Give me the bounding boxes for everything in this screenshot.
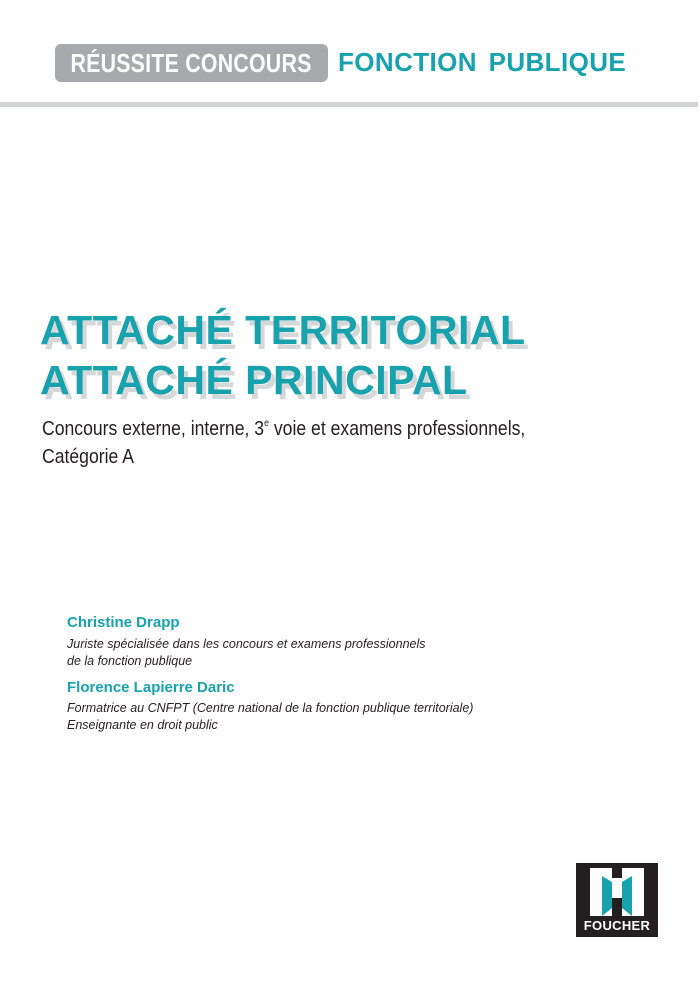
subtitle-line-1-start: Concours externe, interne, 3	[42, 418, 265, 440]
book-subtitle	[42, 410, 591, 471]
subtitle-line-1	[42, 410, 525, 443]
book-title-line-1: ATTACHÉ TERRITORIAL	[40, 307, 526, 353]
author-role: de la fonction publique	[67, 654, 193, 668]
series-badge	[55, 44, 328, 82]
series-label: FONCTION PUBLIQUE	[338, 47, 627, 77]
author-name: Florence Lapierre Daric	[67, 679, 235, 696]
subtitle-line-1-end: voie et examens professionnels,	[268, 418, 526, 440]
publisher-logo	[576, 863, 658, 937]
series-badge-text: RÉUSSITE CONCOURS	[70, 47, 313, 78]
author-role: Enseignante en droit public	[67, 718, 218, 732]
subtitle-superscript: e	[264, 418, 269, 429]
publisher-name: FOUCHER	[583, 918, 651, 933]
book-title-line-2: ATTACHÉ PRINCIPAL	[40, 357, 468, 403]
subtitle-line-2: Catégorie A	[42, 446, 134, 468]
author-name: Christine Drapp	[67, 614, 180, 631]
author-role: Formatrice au CNFPT (Centre national de la fonction publique territoriale)	[67, 701, 474, 715]
author-role: Juriste spécialisée dans les concours et examens professionnels	[67, 637, 426, 651]
foucher-h-logo-icon	[590, 868, 644, 916]
header-divider	[0, 102, 698, 107]
